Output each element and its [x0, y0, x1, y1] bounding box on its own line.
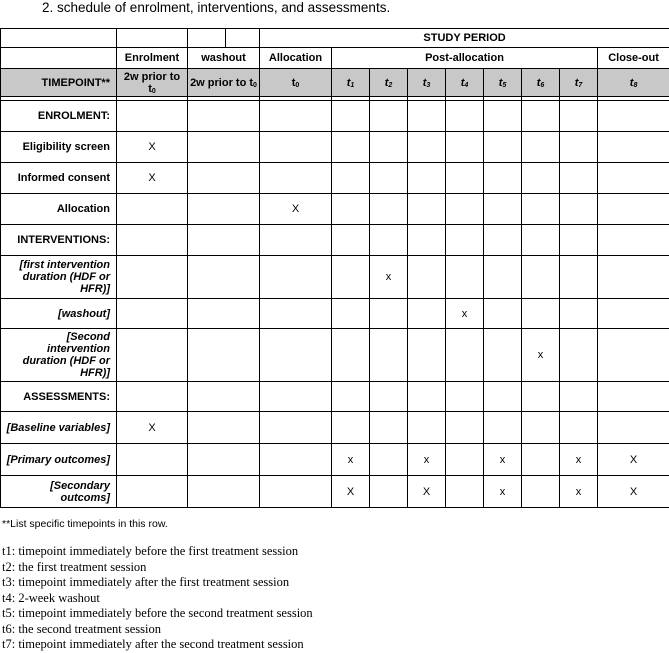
mark: x	[332, 444, 370, 476]
legend-item: t7: timepoint immediately after the second treatment session	[2, 637, 313, 653]
mark: x	[370, 256, 408, 299]
close-out-header: Close-out	[598, 48, 669, 69]
timepoint-t4: t4	[446, 69, 484, 97]
row-allocation: Allocation	[1, 194, 117, 225]
timepoint-legend	[2, 544, 313, 653]
timepoint-t3: t3	[408, 69, 446, 97]
page-heading: 2. schedule of enrolment, interventions, and assessments.	[42, 0, 390, 15]
row-primary: [Primary outcomes]	[1, 444, 117, 476]
row-consent: Informed consent	[1, 163, 117, 194]
section-enrolment: ENROLMENT:	[1, 101, 117, 132]
timepoint-t6: t6	[522, 69, 560, 97]
legend-item: t5: timepoint immediately before the second treatment session	[2, 606, 313, 622]
mark: X	[260, 194, 332, 225]
legend-item: t1: timepoint immediately before the first treatment session	[2, 544, 313, 560]
schedule-table	[0, 28, 669, 508]
mark: X	[332, 476, 370, 508]
legend-item: t3: timepoint immediately after the first treatment session	[2, 575, 313, 591]
corner-cell	[1, 29, 117, 48]
timepoint-t2: t2	[370, 69, 408, 97]
row-second-intervention: [Second intervention duration (HDF or HFR)]	[1, 329, 117, 382]
mark: x	[560, 476, 598, 508]
row-first-intervention: [first intervention duration (HDF or HFR)]	[1, 256, 117, 299]
mark: X	[598, 476, 669, 508]
row-baseline: [Baseline variables]	[1, 412, 117, 444]
study-period-header: STUDY PERIOD	[260, 29, 669, 48]
mark: x	[522, 329, 560, 382]
mark: X	[117, 163, 188, 194]
legend-item: t2: the first treatment session	[2, 560, 313, 576]
timepoint-t7: t7	[560, 69, 598, 97]
section-interventions: INTERVENTIONS:	[1, 225, 117, 256]
legend-item: t4: 2-week washout	[2, 591, 313, 607]
mark: x	[446, 299, 484, 329]
legend-item: t6: the second treatment session	[2, 622, 313, 638]
timepoint-enrol: 2w prior to t0	[117, 69, 188, 97]
post-allocation-header: Post-allocation	[332, 48, 598, 69]
enrolment-header: Enrolment	[117, 48, 188, 69]
mark: X	[117, 132, 188, 163]
row-eligibility: Eligibility screen	[1, 132, 117, 163]
allocation-header: Allocation	[260, 48, 332, 69]
timepoint-label: TIMEPOINT**	[1, 69, 117, 97]
mark: X	[117, 412, 188, 444]
washout-header: washout	[188, 48, 260, 69]
section-assessments: ASSESSMENTS:	[1, 382, 117, 412]
mark: X	[408, 476, 446, 508]
timepoint-t1: t1	[332, 69, 370, 97]
timepoint-t0: t0	[260, 69, 332, 97]
mark: x	[408, 444, 446, 476]
timepoint-t5: t5	[484, 69, 522, 97]
row-secondary: [Secondary outcoms]	[1, 476, 117, 508]
mark: X	[598, 444, 669, 476]
mark: x	[484, 444, 522, 476]
timepoint-washout: 2w prior to t0	[188, 69, 260, 97]
footnote: **List specific timepoints in this row.	[2, 518, 168, 530]
mark: x	[560, 444, 598, 476]
mark: x	[484, 476, 522, 508]
row-washout: [washout]	[1, 299, 117, 329]
timepoint-t8: t8	[598, 69, 669, 97]
